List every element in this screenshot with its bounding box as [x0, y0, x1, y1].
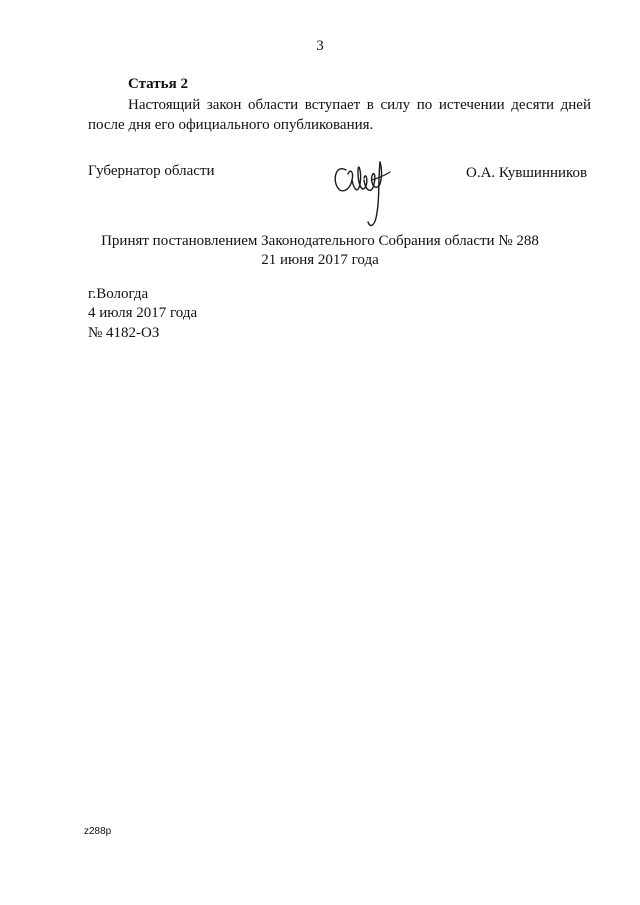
handwritten-signature	[328, 150, 408, 230]
document-code: z288p	[84, 826, 112, 837]
article-text-line-1: Настоящий закон области вступает в силу по истечении десяти дней	[128, 97, 591, 113]
adoption-date: 21 июня 2017 года	[261, 252, 379, 268]
page-number: 3	[316, 38, 324, 54]
issue-date: 4 июля 2017 года	[88, 305, 198, 321]
governor-position: Губернатор области	[88, 163, 215, 179]
adoption-statement: Принят постановлением Законодательного Собрания области № 288	[101, 233, 539, 249]
article-text-line-2: после дня его официального опубликования.	[88, 117, 374, 133]
governor-name: О.А. Кувшинников	[466, 165, 588, 181]
issue-city: г.Вологда	[88, 286, 149, 302]
article-text	[88, 95, 591, 135]
law-number: № 4182-ОЗ	[88, 325, 160, 341]
article-title: Статья 2	[128, 76, 188, 92]
